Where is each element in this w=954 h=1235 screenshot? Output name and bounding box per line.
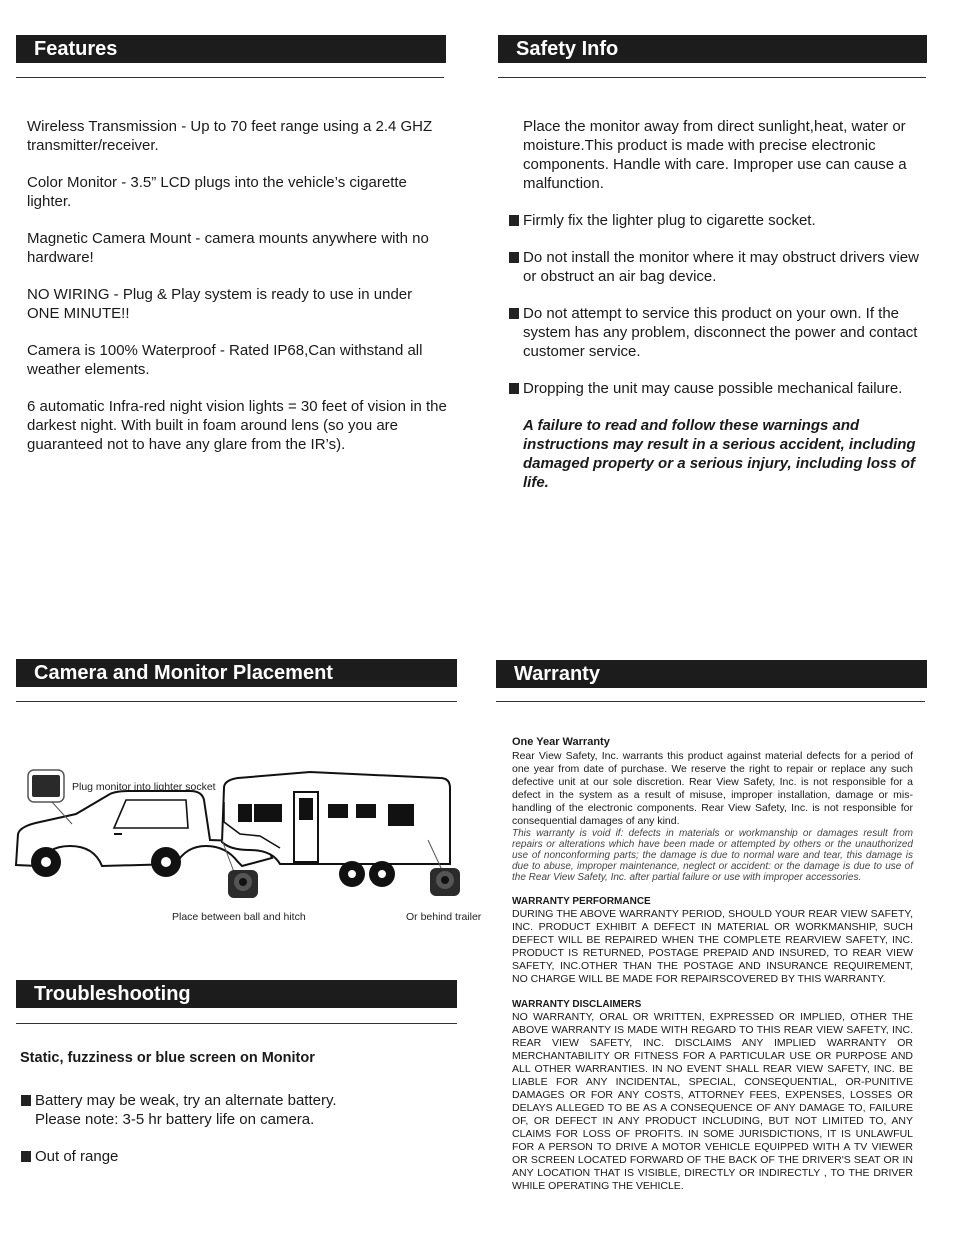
safety-content	[509, 117, 921, 492]
bullet-square-icon	[21, 1151, 31, 1162]
safety-warning: A failure to read and follow these warnings and instructions may result in a serious accident, including damaged property or a serious injury, including loss of life.	[523, 417, 916, 491]
bullet-square-icon	[509, 215, 519, 226]
placement-heading: Camera and Monitor Placement	[16, 659, 457, 687]
safety-heading: Safety Info	[498, 35, 927, 63]
bullet-square-icon	[21, 1095, 31, 1106]
features-list	[27, 117, 447, 472]
placement-rule	[16, 701, 457, 702]
troubleshooting-bullet: Battery may be weak, try an alternate battery. Please note: 3-5 hr battery life on camera.	[21, 1091, 451, 1129]
warranty-void-text: This warranty is void if: defects in materials or workmanship or damages result from repairs or alterations which have been made or attempted by others or the unauthorized use of nonconforming parts; the damage is due to normal ware and tear, this damage is due to abuse, improper maintenance, neglect or accident: or the damage is due to use of the Rear View Safety, Inc. after partial failure or use with improper accessories.	[512, 828, 913, 883]
troubleshooting-rule	[16, 1023, 457, 1024]
safety-bullet: Firmly fix the lighter plug to cigarette socket.	[509, 211, 921, 230]
safety-rule	[498, 77, 926, 78]
warranty-performance-body: DURING THE ABOVE WARRANTY PERIOD, SHOULD YOUR REAR VIEW SAFETY, INC. PRODUCT EXHIBIT A DEFECT IN MATERIAL OR WORKMANSHIP, SUCH DEFECT WILL BE REPAIRED WHEN THE COMPLETE REARVIEW SAFETY, INC. PRODUCT IS RETURNED, POSTAGE PREPAID AND INSURED, TO REAR VIEW SAFETY, INC.OTHER THAN THE POSTAGE AND INSURANCE REQUIREMENT, NO CHARGE WILL BE MADE FOR REPAIRSCOVERED BY THIS WARRANTY.	[512, 908, 913, 985]
caption-trailer: Or behind trailer	[406, 911, 482, 923]
troubleshooting-bullet: Out of range	[21, 1147, 451, 1166]
features-rule	[16, 77, 444, 78]
safety-bullet: Do not attempt to service this product on your own. If the system has any problem, disconnect the power and contact customer service.	[509, 304, 921, 361]
warranty-disclaimers-body: NO WARRANTY, ORAL OR WRITTEN, EXPRESSED OR IMPLIED, OTHER THE ABOVE WARRANTY IS MADE WITH REGARD TO THIS REAR VIEW SAFETY, INC. REAR VIEW SAFETY, INC. DISCLAIMS ANY IMPLIED WARRANTY OR MERCHANTABILITY OR FITNESS FOR A PARTICULAR USE OR PURPOSE AND ALL OTHER WARRANTIES. IN NO EVENT SHALL REAR VIEW SAFETY, INC. BE LIABLE FOR ANY INCIDENTAL, SPECIAL, CONSEQUENTIAL, OR-PUNITIVE DAMAGES OR FOR ANY COSTS, ATTORNEY FEES, EXPENSES, LOSSES OR DELAYS ALLEGED TO BE AS A CONSEQUENCE OF ANY DAMAGE TO, FAILURE OF, OR DEFECT IN ANY PRODUCT INCLUDING, BUT NOT LIMITED TO, ANY CLAIMS FOR LOSS OF PROFITS. IN SOME JURISDICTIONS, IT IS UNLAWFUL FOR A PERSON TO DRIVE A MOTOR VEHICLE EQUIPPED WITH A TV VIEWER OR SCREEN LOCATED FORWARD OF THE BACK OF THE DRIVER'S SEAT OR IN ANY LOCATION THAT IS VISIBLE, DIRECTLY OR INDIRECTLY , TO THE DRIVER WHILE OPERATING THE VEHICLE.	[512, 1011, 913, 1192]
bullet-square-icon	[509, 252, 519, 263]
warranty-rule	[496, 701, 925, 702]
troubleshooting-heading: Troubleshooting	[16, 980, 457, 1008]
trailer-camera-icon	[430, 868, 460, 896]
caption-monitor: Plug monitor into lighter socket	[72, 781, 216, 793]
warranty-text	[512, 736, 913, 1193]
safety-intro: Place the monitor away from direct sunlight,heat, water or moisture.This product is made with precise electronic components. Handle with care. Improper use can cause a malfunction.	[523, 118, 907, 192]
troubleshooting-subheading: Static, fuzziness or blue screen on Monitor	[20, 1050, 315, 1066]
feature-item: Color Monitor - 3.5” LCD plugs into the vehicle’s cigarette lighter.	[27, 174, 407, 210]
bullet-square-icon	[509, 383, 519, 394]
one-year-warranty-heading: One Year Warranty	[512, 736, 610, 748]
bullet-square-icon	[509, 308, 519, 319]
feature-item: Magnetic Camera Mount - camera mounts anywhere with no hardware!	[27, 230, 429, 266]
safety-bullet: Do not install the monitor where it may obstruct drivers view or obstruct an air bag device.	[509, 248, 921, 286]
feature-item: Camera is 100% Waterproof - Rated IP68,Can withstand all weather elements.	[27, 342, 423, 378]
warranty-disclaimers-heading: WARRANTY DISCLAIMERS	[512, 999, 642, 1010]
warranty-performance-heading: WARRANTY PERFORMANCE	[512, 896, 651, 907]
safety-bullet: Dropping the unit may cause possible mechanical failure.	[509, 379, 921, 398]
feature-item: NO WIRING - Plug & Play system is ready to use in under ONE MINUTE!!	[27, 286, 413, 322]
warranty-heading: Warranty	[496, 660, 927, 688]
feature-item: 6 automatic Infra-red night vision lights = 30 feet of vision in the darkest night. With built in foam around lens (so you are guaranteed not to have any glare from the IR’s).	[27, 398, 447, 453]
features-heading: Features	[16, 35, 446, 63]
hitch-camera-icon	[228, 870, 258, 898]
feature-item: Wireless Transmission - Up to 70 feet range using a 2.4 GHZ transmitter/receiver.	[27, 118, 433, 154]
caption-hitch: Place between ball and hitch	[172, 911, 306, 923]
one-year-warranty-body: Rear View Safety, Inc. warrants this product against material defects for a period of one year from date of purchase. We reserve the right to repair or replace any such defective unit at our sole discretion. Rear View Safety, Inc. is not responsible for a defect in the system as a result of misuse, improper installation, damage or mis-handling of the electronic components. Rear View Safety, Inc. is not responsible for consequential damages of any kind.	[512, 750, 913, 827]
troubleshooting-list	[21, 1091, 451, 1184]
